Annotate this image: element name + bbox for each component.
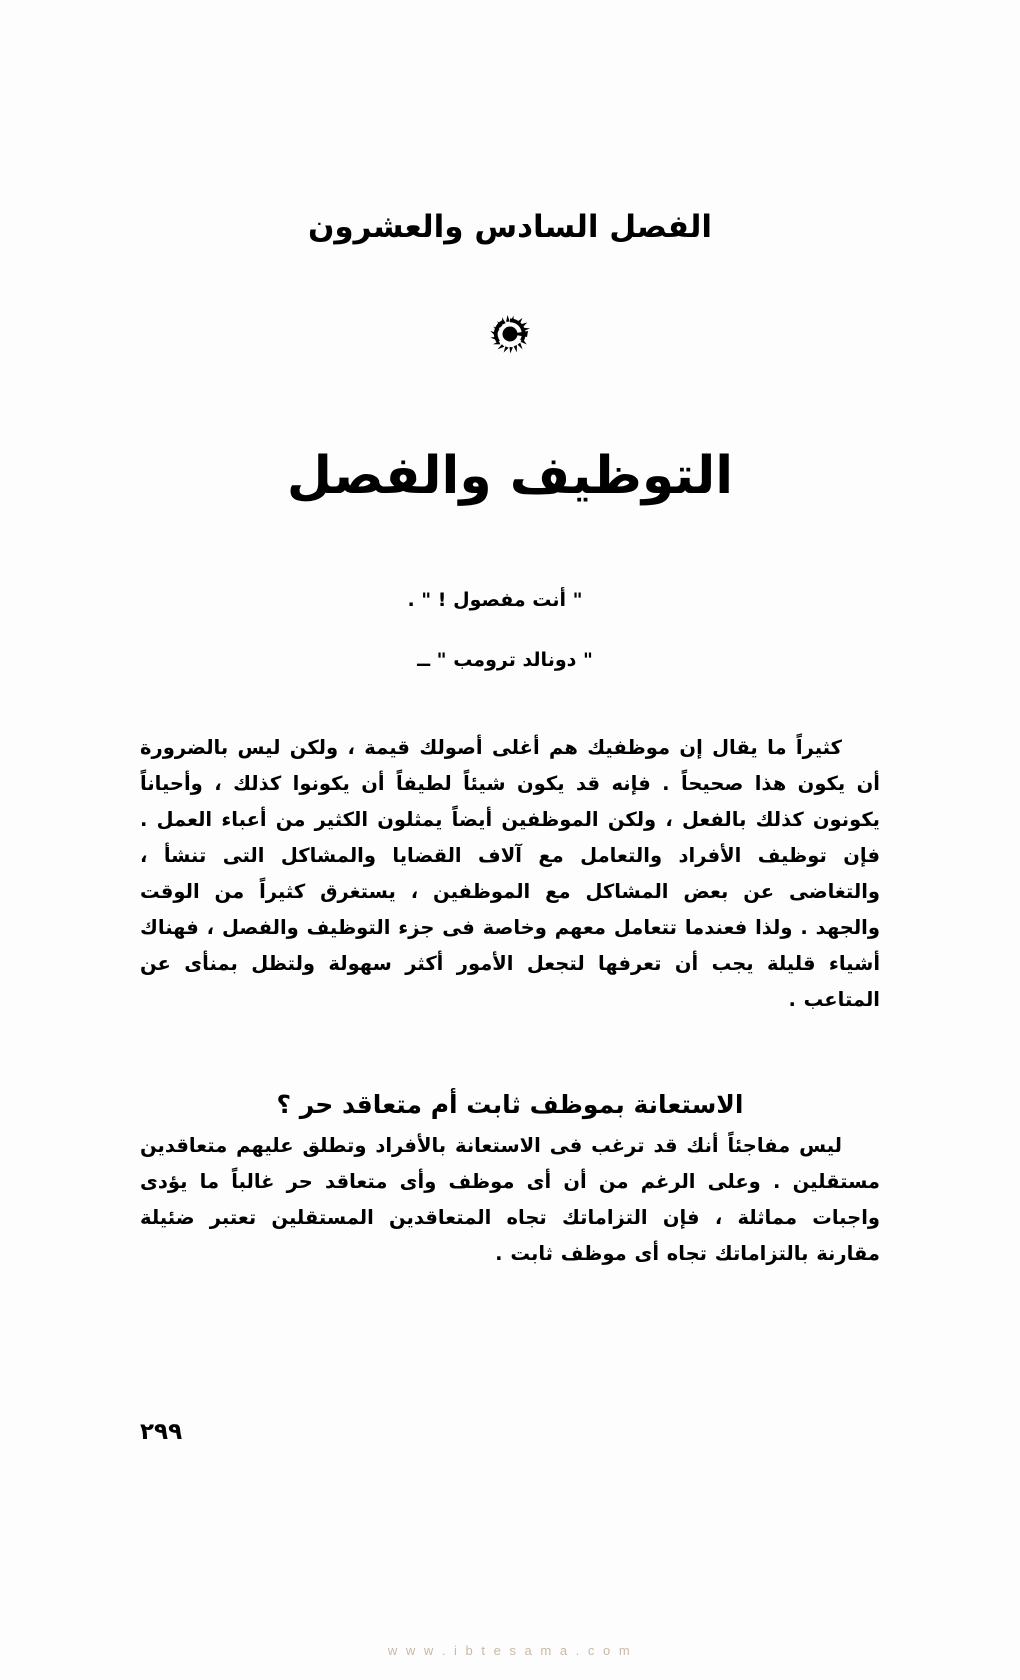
body-paragraph-1-container [140,730,880,1018]
epigraph-attribution: " دونالد ترومب " ــ [417,649,593,672]
page-title: التوظيف والفصل [286,445,734,506]
sunburst-spiral-ornament-icon [0,310,1020,358]
page-number: ٢٩٩ [140,1419,183,1445]
epigraph-quote: " أنت مفصول ! " . [407,589,583,611]
body-paragraph-2: ليس مفاجئاً أنك قد ترغب فى الاستعانة بالأفراد وتطلق عليهم متعاقدين مستقلين . وعلى الرغم من أن أى موظف وأى متعاقد حر غالباً ما يؤدى واجبات مماثلة ، فإن التزاماتك تجاه المتعاقدين المستقلين تعتبر ضئيلة مقارنة بالتزاماتك تجاه أى موظف ثابت . [140,1134,880,1265]
site-watermark: w w w . i b t e s a m a . c o m [387,1643,633,1658]
body-paragraph-1: كثيراً ما يقال إن موظفيك هم أغلى أصولك قيمة ، ولكن ليس بالضرورة أن يكون هذا صحيحاً . فإنه قد يكون شيئاً لطيفاً أن يكونوا كذلك ، وأحياناً يكونون كذلك بالفعل ، ولكن الموظفين أيضاً يمثلون الكثير من أعباء العمل . فإن توظيف الأفراد والتعامل مع آلاف القضايا والمشاكل التى تنشأ ، والتغاضى عن بعض المشاكل مع الموظفين ، يستغرق كثيراً من الوقت والجهد . ولذا فعندما تتعامل معهم وخاصة فى جزء التوظيف والفصل ، فهناك أشياء قليلة يجب أن تعرفها لتجعل الأمور أكثر سهولة ولتظل بمنأى عن المتاعب . [140,736,880,1011]
epigraph-block [0,585,1020,676]
chapter-label: الفصل السادس والعشرون [307,209,713,245]
section-sub-heading: الاستعانة بموظف ثابت أم متعاقد حر ؟ [276,1089,744,1119]
body-paragraph-2-container [140,1128,880,1272]
